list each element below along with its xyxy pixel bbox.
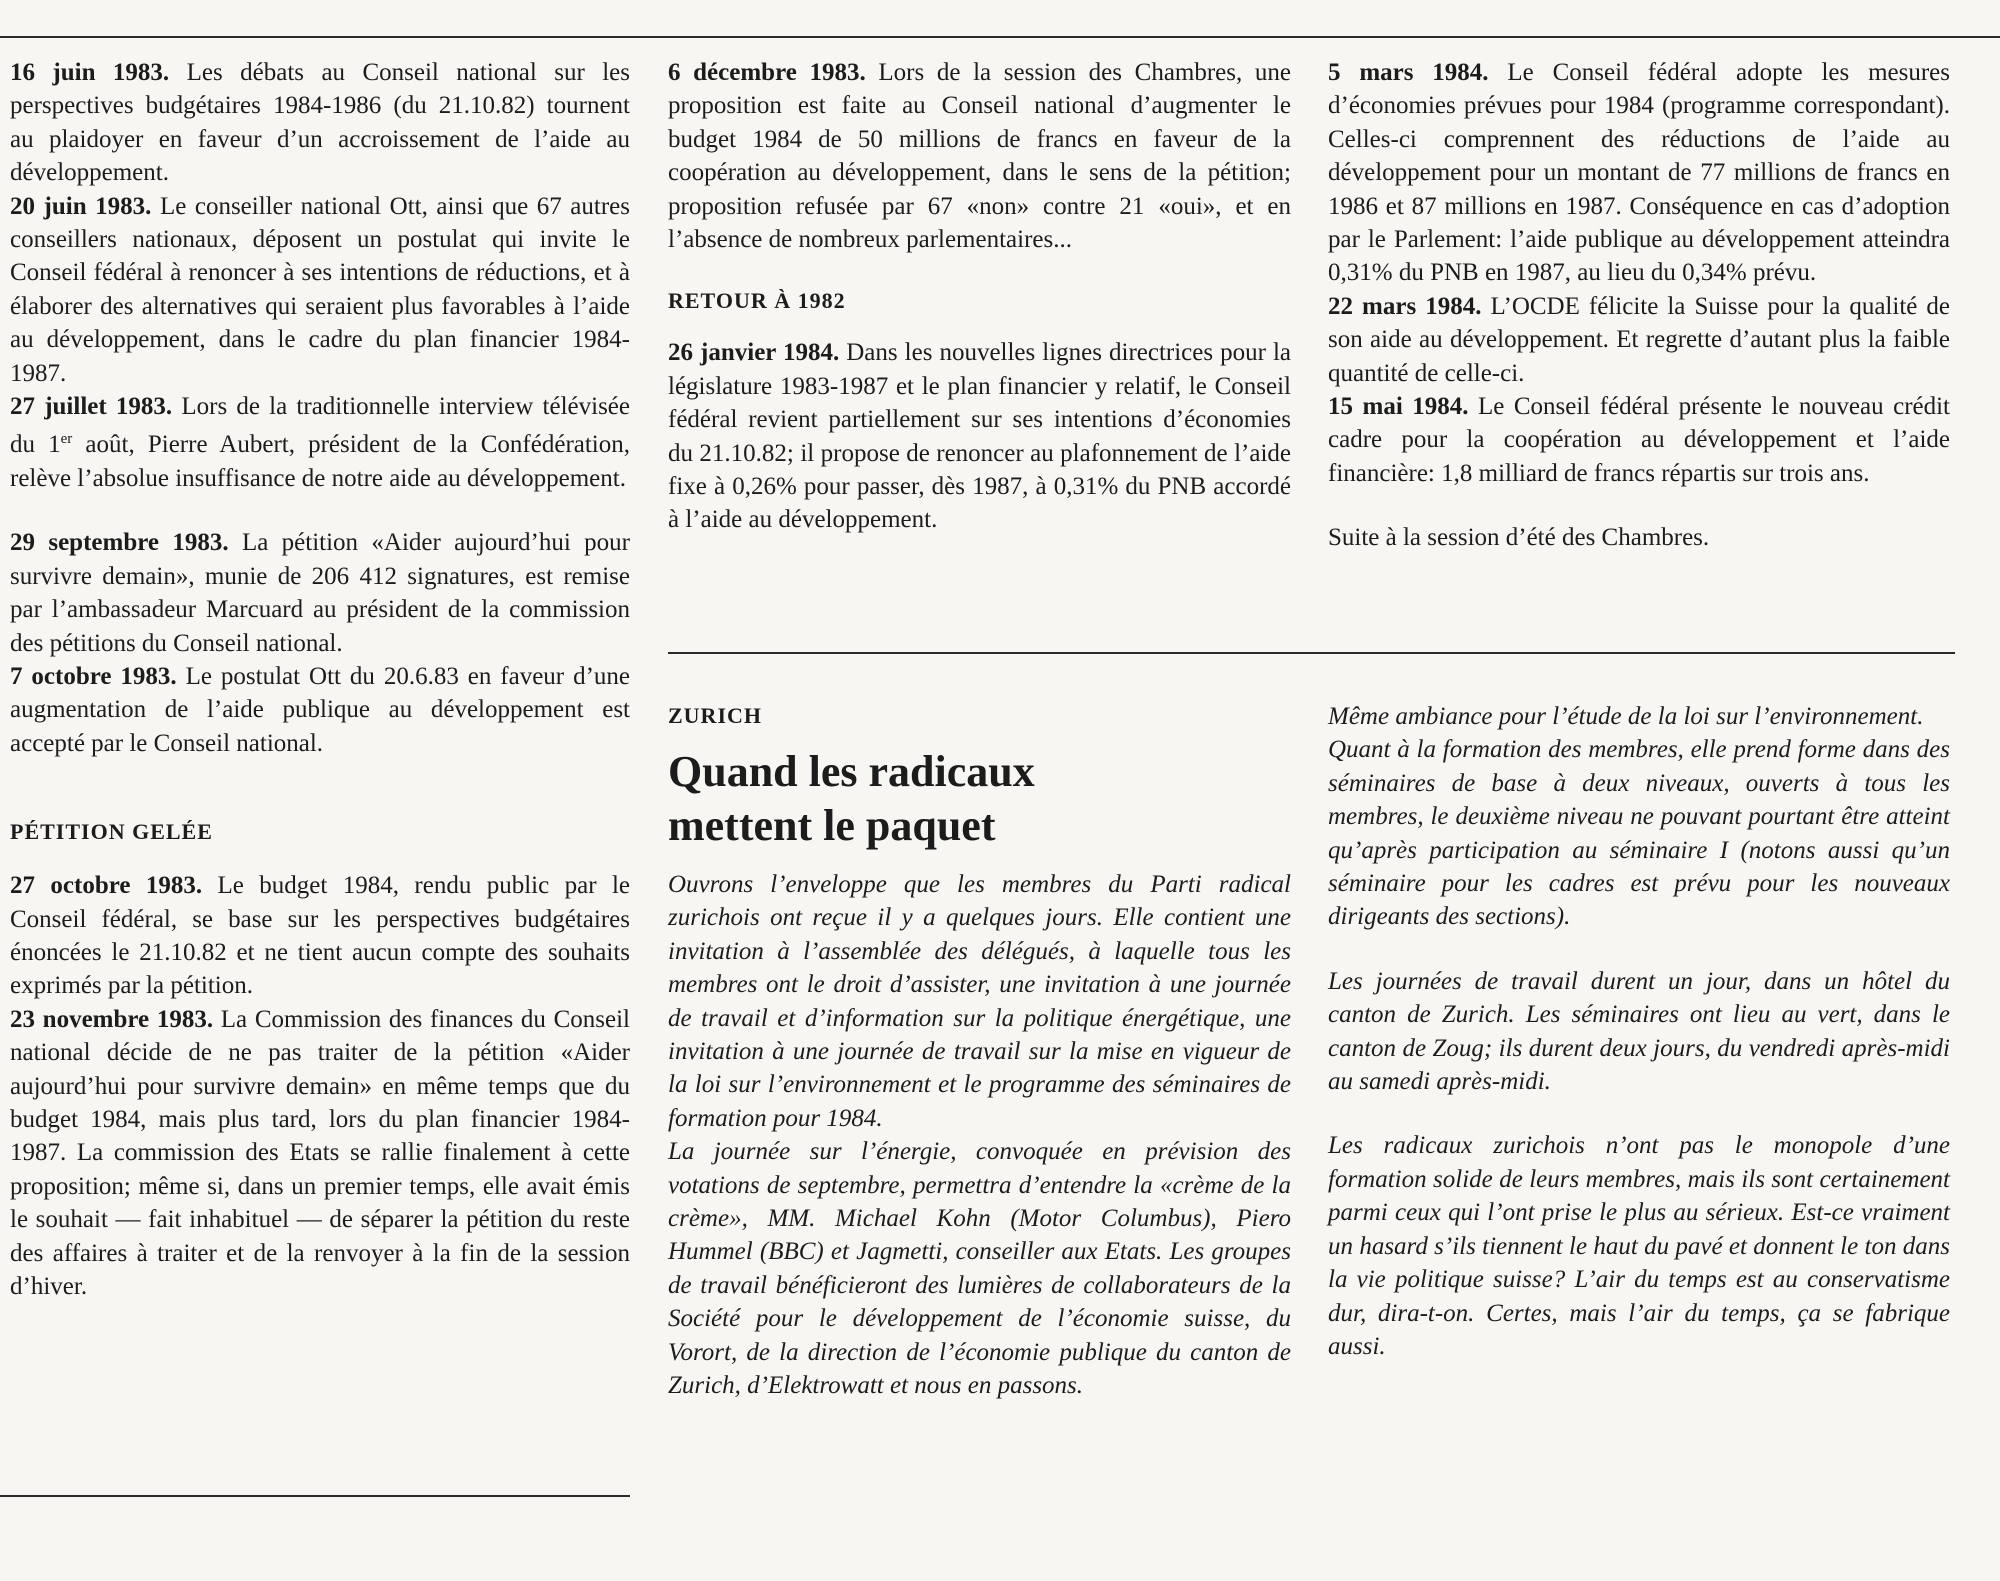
entry-text: Dans les nouvelles lignes directrices pour la législature 1983-1987 et le plan financier y relatif, le Conseil fédéral revient partiellement sur ses intentions d’économies du 21.10.82; il propose de renoncer au plafonnement de l’aide fixe à 0,26% pour passer, dès 1987, à 0,31% du PNB accordé à l’aide au développement. (668, 339, 1292, 534)
entry-date: 7 octobre 1983. (10, 662, 177, 690)
article-headline (668, 745, 1288, 853)
chronology-entry (10, 660, 630, 760)
article-paragraph: Ouvrons l’enveloppe que les membres du Parti radical zurichois ont reçue il y a quelques jours. Elle contient une invitation à l’assemblée des délégués, à laquelle tous les membres ont le droit d’assister, une invitation à une journée de travail et d’information sur la politique énergétique, une invitation à une journée de travail sur la mise en vigueur de la loi sur l’environnement et le programme des séminaires de formation pour 1984. (668, 871, 1291, 1132)
entry-date: 6 décembre 1983. (668, 59, 866, 86)
chronology-column-1 (10, 56, 630, 1303)
entry-text: août, Pierre Aubert, président de la Confédération, relève l’absolue insuffisance de notre aide au développement. (10, 431, 631, 492)
entry-text: Le postulat Ott du 20.6.83 en faveur d’une augmentation de l’aide publique au développement est accepté par le Conseil national. (10, 662, 630, 757)
entry-date: 27 octobre 1983. (10, 872, 203, 900)
article-paragraph: La journée sur l’énergie, convoquée en prévision des votations de septembre, permettra d’entendre la «crème de la crème», MM. Michael Kohn (Motor Columbus), Piero Hummel (BBC) et Jagmetti, conseiller aux Etats. Les groupes de travail bénéficieront des lumières de collaborateurs de la Société pour le développement de l’économie suisse, du Vorort, de la direction de l’économie publique du canton de Zurich, d’Elektrowatt et nous en passons. (668, 1138, 1291, 1400)
entry-text: Le Conseil fédéral présente le nouveau crédit cadre pour la coopération au développement et l’aide financière: 1,8 milliard de francs répartis sur trois ans. (1328, 393, 1951, 487)
bottom-rule (0, 1495, 630, 1497)
entry-date: 26 janvier 1984. (668, 339, 840, 367)
entry-date: 22 mars 1984. (1328, 292, 1482, 320)
chronology-column-3 (1328, 56, 1950, 555)
chronology-entry (1328, 390, 1950, 490)
entry-text: L’OCDE félicite la Suisse pour la qualité de son aide au développement. Et regrette d’autant plus la faible quantité de celle-ci. (1328, 292, 1950, 387)
chronology-entry (1328, 56, 1950, 290)
chronology-column-2 (668, 56, 1291, 537)
article-column-1 (668, 868, 1291, 1403)
entry-text: La pétition «Aider aujourd’hui pour survivre demain», munie de 206 412 signatures, est remise par l’ambassadeur Marcuard au président de la commission des pétitions du Conseil national. (10, 529, 631, 657)
footer-note: Suite à la session d’été des Chambres. (1328, 524, 1710, 552)
article-column-2 (1328, 700, 1950, 1363)
entry-text: Les débats au Conseil national sur les perspectives budgétaires 1984-1986 (du 21.10.82) tournent au plaidoyer en faveur d’un accroissement de l’aide au développement. (10, 59, 630, 187)
top-rule (0, 36, 2000, 38)
entry-date: 20 juin 1983. (10, 192, 152, 220)
chronology-entry (10, 1003, 630, 1304)
chronology-entry (10, 526, 630, 660)
entry-text: Le budget 1984, rendu public par le Conseil fédéral, se base sur les perspectives budgétaires énoncées le 21.10.82 et ne tient aucun compte des souhaits exprimés par la pétition. (10, 872, 630, 1000)
headline-line-1: Quand les radicaux (668, 747, 1035, 796)
superscript: er (60, 431, 73, 448)
entry-date: 16 juin 1983. (10, 59, 170, 86)
entry-text: Lors de la traditionnelle interview télévisée du 1 (10, 393, 630, 459)
entry-date: 29 septembre 1983. (10, 529, 229, 557)
entry-text: Le conseiller national Ott, ainsi que 67 autres conseillers nationaux, déposent un postulat qui invite le Conseil fédéral à renoncer à ses intentions de réductions, et à élaborer des alternatives qui seraient plus favorables à l’aide au développement, dans le cadre du plan financier 1984-1987. (10, 192, 630, 387)
chronology-entry (10, 390, 630, 495)
article-paragraph: Les journées de travail durent un jour, dans un hôtel du canton de Zurich. Les séminaires ont lieu au vert, dans le canton de Zoug; ils durent deux jours, du vendredi après-midi au samedi après-midi. (1328, 967, 1950, 1096)
chronology-entry (10, 56, 630, 190)
entry-text: Lors de la session des Chambres, une proposition est faite au Conseil national d’augmenter le budget 1984 de 50 millions de francs en faveur de la coopération au développement, dans le sens de la pétition; proposition refusée par 67 «non» contre 21 «oui», et en l’absence de nombreux parlementaires... (668, 59, 1292, 254)
section-subhead: RETOUR À 1982 (668, 288, 846, 314)
entry-date: 27 juillet 1983. (10, 393, 173, 421)
article-kicker: ZURICH (668, 703, 763, 728)
section-divider-rule (668, 652, 1955, 654)
headline-line-2: mettent le paquet (668, 801, 996, 850)
entry-text: La Commission des finances du Conseil national décide de ne pas traiter de la pétition «Aider aujourd’hui pour survivre demain» en même temps que du budget 1984, mais plus tard, lors du plan financier 1984-1987. La commission des Etats se rallie finalement à cette proposition; même si, dans un premier temps, elle avait émis le souhait — fait inhabituel — de séparer la pétition du reste des affaires à traiter et de la renvoyer à la fin de la session d’hiver. (10, 1005, 630, 1300)
section-subhead: PÉTITION GELÉE (10, 819, 213, 845)
chronology-entry (668, 336, 1291, 536)
entry-text: Le Conseil fédéral adopte les mesures d’économies prévues pour 1984 (programme correspondant). Celles-ci comprennent des réductions de l’aide au développement pour un montant de 77 millions de francs en 1986 et 87 millions en 1987. Conséquence en cas d’adoption par le Parlement: l’aide publique au développement atteindra 0,31% du PNB en 1987, au lieu du 0,34% prévu. (1328, 59, 1950, 287)
chronology-entry (10, 190, 630, 390)
entry-date: 5 mars 1984. (1328, 59, 1489, 86)
chronology-entry (1328, 290, 1950, 390)
entry-date: 23 novembre 1983. (10, 1005, 214, 1033)
article-paragraph: Les radicaux zurichois n’ont pas le monopole d’une formation solide de leurs membres, mais ils sont certainement parmi ceux qui l’ont prise le plus au sérieux. Est-ce vraiment un hasard s’ils tiennent le haut du pavé et donnent le ton dans la vie politique suisse? L’air du temps est au conservatisme dur, dira-t-on. Certes, mais l’air du temps, ça se fabrique aussi. (1328, 1132, 1950, 1360)
chronology-entry (668, 56, 1291, 256)
chronology-entry (10, 869, 630, 1003)
article-paragraph: Quant à la formation des membres, elle prend forme dans des séminaires de base à deux niveaux, ouverts à tous les membres, le deuxième niveau ne pouvant pourtant être atteint qu’après participation au séminaire I (notons aussi qu’un séminaire pour les cadres est prévu pour les nouveaux dirigeants des sections). (1328, 736, 1950, 931)
article-paragraph: Même ambiance pour l’étude de la loi sur l’environnement. (1328, 703, 1924, 730)
entry-date: 15 mai 1984. (1328, 393, 1469, 421)
